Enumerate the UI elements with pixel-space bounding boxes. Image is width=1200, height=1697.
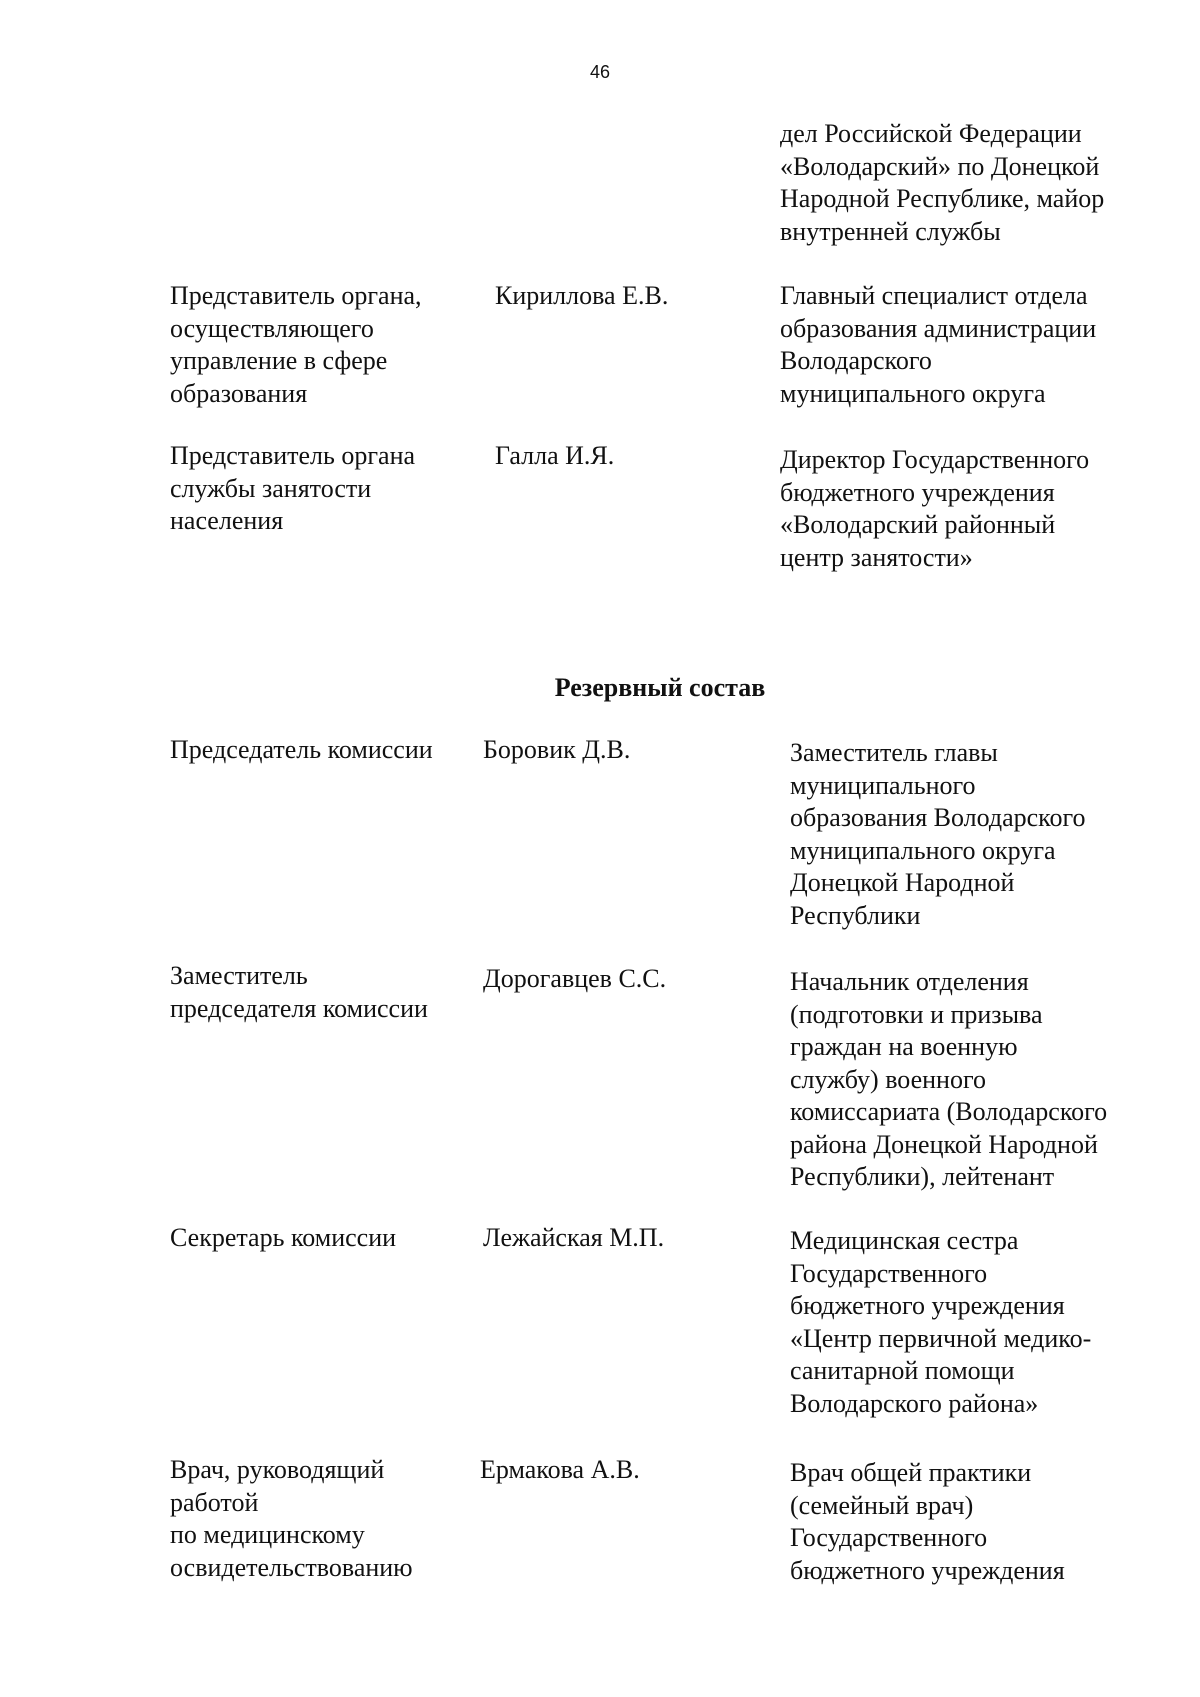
row-position-employment: Директор Государственного бюджетного учреждения «Володарский районный центр занятости»	[780, 445, 1090, 572]
reserve-position-deputy: Начальник отделения (подготовки и призыва граждан на военную службу) военного комиссариата (Володарского района Донецкой Народной Республики), лейтенант	[790, 967, 1108, 1191]
row-role-education: Представитель органа, осуществляющего управление в сфере образования	[170, 281, 422, 408]
reserve-position-secretary: Медицинская сестра Государственного бюджетного учреждения «Центр первичной медико- санитарной помощи Володарского района»	[790, 1226, 1092, 1418]
row-position-education: Главный специалист отдела образования администрации Володарского муниципального округа	[780, 281, 1097, 408]
reserve-name-deputy: Дорогавцев С.С.	[483, 964, 667, 993]
reserve-name-chairman: Боровик Д.В.	[483, 735, 631, 764]
reserve-position-chairman: Заместитель главы муниципального образования Володарского муниципального округа Донецкой Народной Республики	[790, 738, 1086, 930]
row-name-employment: Галла И.Я.	[495, 441, 615, 470]
row-role-employment: Представитель органа службы занятости населения	[170, 441, 416, 535]
continuation-position-text: дел Российской Федерации «Володарский» по Донецкой Народной Республике, майор внутренней службы	[780, 119, 1105, 246]
reserve-section-title: Резервный состав	[554, 673, 766, 702]
reserve-role-chairman: Председатель комиссии	[170, 735, 433, 764]
reserve-role-deputy: Заместитель председателя комиссии	[170, 961, 428, 1023]
reserve-role-doctor: Врач, руководящий работой по медицинскому освидетельствованию	[170, 1455, 413, 1582]
reserve-name-doctor: Ермакова А.В.	[480, 1455, 640, 1484]
reserve-position-doctor: Врач общей практики (семейный врач) Государственного бюджетного учреждения	[790, 1458, 1065, 1585]
reserve-name-secretary: Лежайская М.П.	[483, 1223, 665, 1252]
page-number: 46	[589, 62, 611, 82]
row-name-education: Кириллова Е.В.	[495, 281, 669, 310]
reserve-role-secretary: Секретарь комиссии	[170, 1223, 397, 1252]
